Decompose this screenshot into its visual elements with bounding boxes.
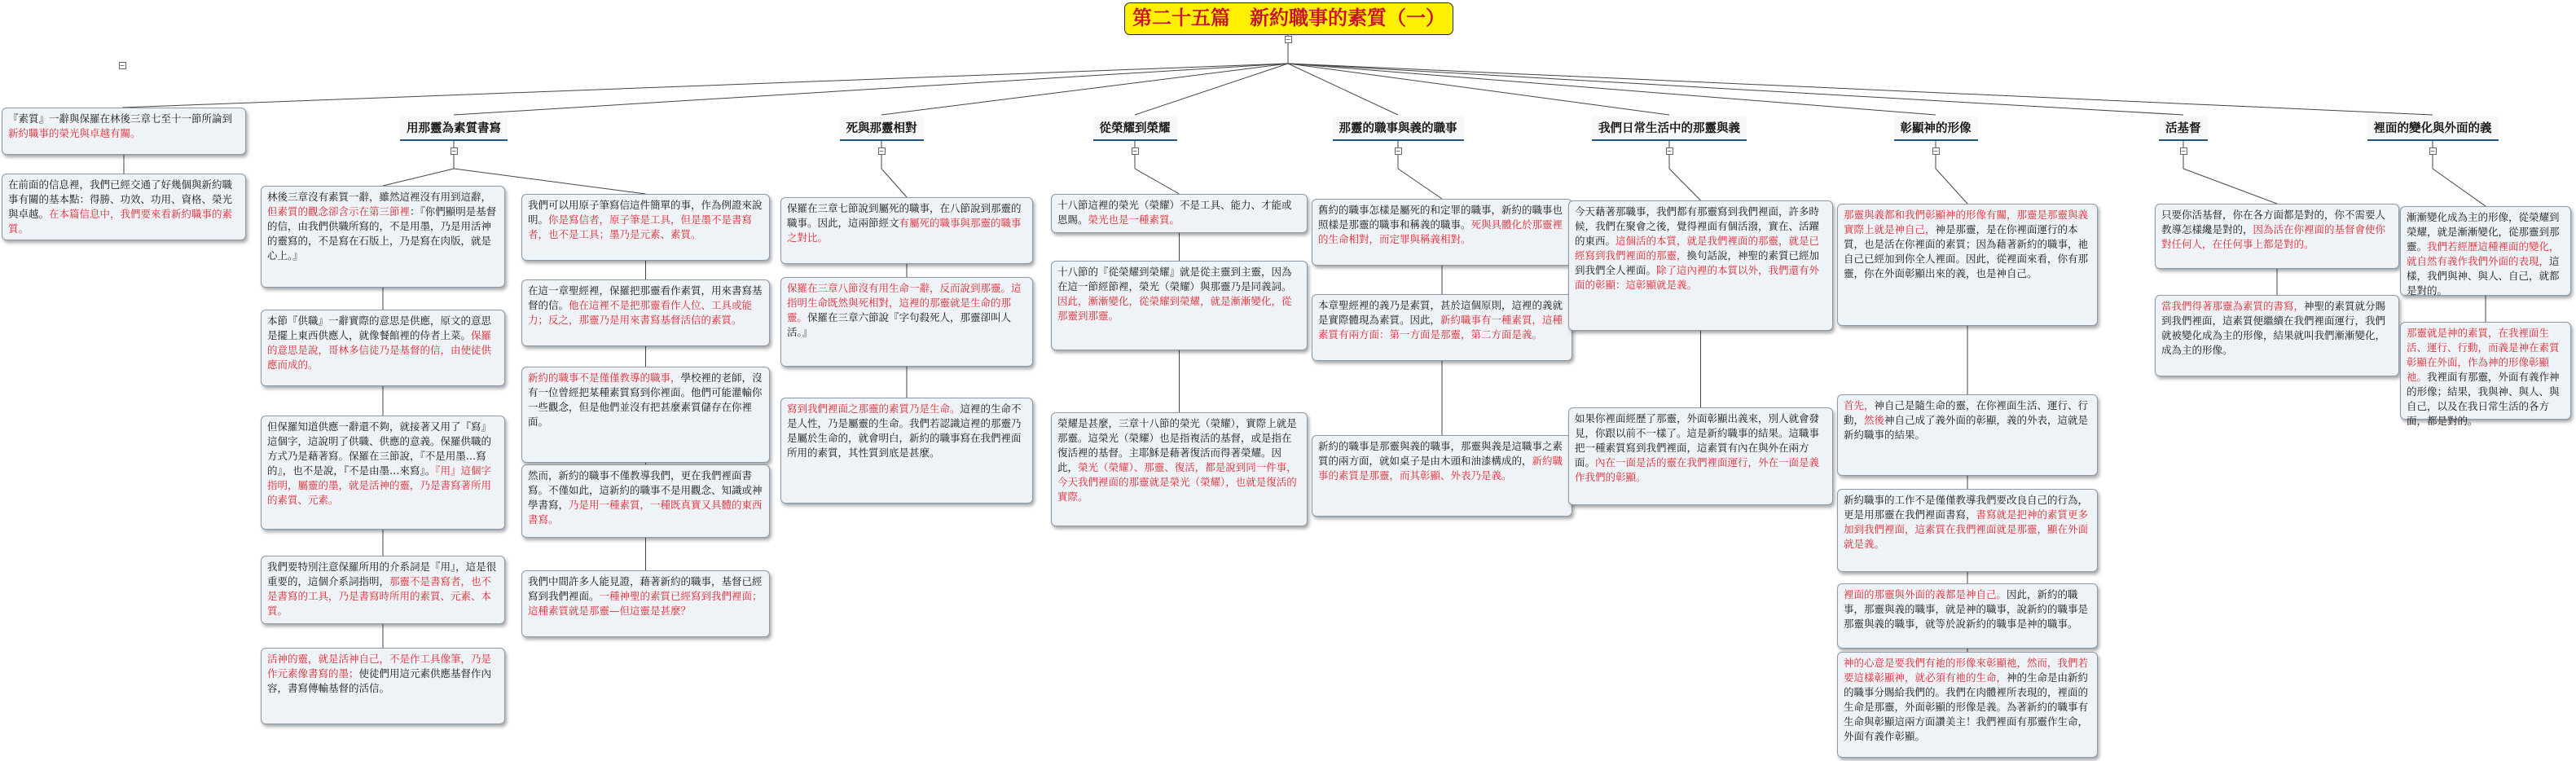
topic-node[interactable] [1837,652,2098,758]
branch-topic[interactable] [1894,116,1978,139]
highlighted-text: 因此，漸漸變化，從榮耀到榮耀，就是漸漸變化，從那靈到那靈。 [1057,295,1292,322]
branch-label: 活基督 [2165,121,2201,135]
highlighted-text: 內在一面是活的靈在我們裡面運行，外在一面是義作我們的彰顯。 [1575,456,1820,483]
collapse-toggle-icon[interactable]: − [2180,147,2187,155]
topic-node[interactable] [261,310,505,386]
body-text: 新約職事的工作不是僅僅教導我們要改良自己的行為，更是用那靈在我們裡面書寫， [1844,494,2089,521]
connector-line [1936,169,1967,204]
branch-topic[interactable] [2159,116,2208,139]
topic-node[interactable] [1312,199,1572,266]
topic-node[interactable] [2155,204,2399,269]
highlighted-text: 新約職事的榮光與卓越有關。 [8,127,141,139]
topic-node[interactable] [2155,295,2399,376]
branch-underline [1894,139,1978,141]
topic-node[interactable] [1051,412,1308,526]
branch-topic[interactable] [840,116,924,139]
highlighted-text: 在本篇信息中，我們要來看新約職事的素質。 [8,208,233,235]
topic-node[interactable] [261,416,505,530]
topic-node[interactable] [261,186,505,288]
body-text: 保羅在三章六節說『字句殺死人，那靈卻叫人活。』 [787,311,1012,338]
topic-node[interactable] [521,194,770,261]
topic-node[interactable] [1312,435,1572,517]
body-text: 本節『供職』一辭實際的意思是供應，原文的意思是擺上東西供應人，就像餐館裡的侍者上菜。 [267,315,492,341]
body-text: 今天藉著那職事，我們都有那靈寫到我們裡面，許多時候，我們在聚會之後，覺得裡面有個活潑，實在、活躍的東西。 [1575,205,1820,247]
collapse-toggle-icon[interactable]: − [2429,147,2436,155]
highlighted-text: 新約的職事不是僅僅教導的職事， [528,372,681,384]
highlighted-text: 因為活在你裡面的基督會使你對任何人，在任何事上都是對的。 [2161,223,2386,250]
collapse-toggle-icon[interactable]: − [1285,35,1291,43]
collapse-toggle-icon[interactable]: − [1666,147,1673,155]
connector-line [1288,64,2433,115]
branch-underline [1333,139,1464,141]
highlighted-text: 然後 [1864,414,1885,426]
topic-node[interactable] [261,556,505,624]
branch-label: 彰顯神的形像 [1900,121,1972,135]
branch-label: 裡面的變化與外面的義 [2373,121,2492,135]
collapse-toggle-icon[interactable]: − [119,61,125,69]
highlighted-text: 我們若經歷這種裡面的變化，就自然有義作我們外面的表現， [2407,240,2560,267]
highlighted-text: 乃是用一種素質，一種既真實又具體的東西書寫。 [528,499,763,526]
body-text: 我們中間許多人能見證，藉著新約的職事，基督已經寫到我們裡面。 [528,575,763,602]
branch-topic[interactable] [1093,116,1177,139]
topic-node[interactable] [1837,489,2098,572]
body-text: 如果你裡面經歷了那靈，外面彰顯出義來，別人就會發見，你跟以前不一樣了。這是新約職事的結果。這職事把一種素質寫到我們裡面，這素質有內在與外在兩方面。 [1575,412,1820,468]
topic-node[interactable] [1312,294,1572,361]
body-text: 舊約的職事怎樣是屬死的和定罪的職事，新約的職事也照樣是那靈的職事和稱義的職事。 [1318,204,1563,231]
body-text: 神自己是隨生命的靈，在你裡面生活、運行、行動， [1844,399,2089,426]
body-text: 神是那靈，是在你裡面運行的本質，也是活在你裡面的素質；因為藉著新約的職事，祂自己已經加到你全人裡面。因此，從裡面來看，你有那靈，你在外面彰顯出來的義，也是神自己。 [1844,223,2089,279]
body-text: 神的生命是由新約的職事分賜給我們的。我們在肉體裡所表現的，裡面的生命是那靈，外面彰顯的形像是義。為著新約的職事有生命與彰顯這兩方面讚美主！我們裡面有那靈作生命，外面有義作彰顯。 [1844,671,2089,742]
body-text: 漸漸變化成為主的形像，從榮耀到榮耀，就是漸漸變化，從那靈到那靈。 [2407,211,2560,253]
branch-topic[interactable] [400,116,508,139]
body-text: 林後三章沒有素質一辭，雖然這裡沒有用到這辭， [267,191,492,203]
highlighted-text: 裡面的那靈與外面的義都是神自己。 [1844,588,2007,600]
body-text: 神自己成了義外面的彰顯，義的外表，這就是新約職事的結果。 [1844,414,2089,441]
body-text: ：『你們顯明是基督的信，由我們供職所寫的，不是用墨，乃是用活神的靈寫的，不是寫在石版上，乃是寫在肉版，就是心上。』 [267,205,497,262]
branch-underline [400,139,508,141]
highlighted-text: 首先， [1844,399,1875,411]
topic-node[interactable] [1568,407,1833,505]
body-text: 本章聖經裡的義乃是素質，甚於這個原則，這裡的義就是實際體現為素質。因此， [1318,299,1563,326]
topic-node[interactable] [521,464,770,538]
body-text: 學校裡的老師，沒有一位曾經把某種素質寫到你裡面。他們可能灌輸你一些觀念，但是他們並沒有把甚麼素質儲存在你裡面。 [528,372,763,428]
body-text: 『素質』一辭與保羅在林後三章七至十一節所論到 [8,112,233,125]
branch-underline [1093,139,1177,141]
body-text: 新約的職事是那靈與義的職事，那靈與義是這職事之素質的兩方面，就如桌子是由木頭和油漆構成的， [1318,440,1563,467]
branch-label: 從榮耀到榮耀 [1099,121,1171,135]
body-text: 因此，新約的職事，那靈與義的職事，就是神的職事，說新約的職事是那靈與義的職事，就等於說新約的職事是神的職事。 [1844,588,2089,630]
highlighted-text: 當我們得著那靈為素質的書寫， [2161,300,2305,312]
body-text: 使徒們用這元素供應基督作內容，書寫傳輸基督的活信。 [267,667,492,694]
highlighted-text: 神的心意是要我們有祂的形像來彰顯祂，然而，我們若要這樣彰顯神，就必須有祂的生命， [1844,657,2089,684]
body-text: 我們要特別注意保羅所用的介系詞是『用』，這是很重要的，這個介系詞指明， [267,561,497,587]
body-text: 在這一章聖經裡，保羅把那靈看作素質，用來書寫基督的信。 [528,284,763,311]
body-text: 在前面的信息裡，我們已經交通了好幾個與新約職事有關的基本點：得勝、功效、功用、資格、榮光與卓越。 [8,178,233,220]
body-text: 我們可以用原子筆寫信這件簡單的事，作為例證來說明。 [528,199,763,226]
topic-node[interactable] [780,398,1033,504]
connector-line [1669,169,1701,200]
connector-line [881,169,907,197]
highlighted-text: 這個活的本質，就是我們裡面的那靈，就是已經寫到我們裡面的那靈， [1575,235,1820,262]
body-text: 十八節的『從榮耀到榮耀』就是從主靈到主靈，因為在這一節經節裡，榮光（榮耀）與那靈乃是同義詞。 [1057,266,1292,293]
connector-line [1135,169,1180,194]
topic-node[interactable] [2400,322,2571,427]
highlighted-text: 寫到我們裡面之那靈的素質乃是生命。 [787,402,961,415]
body-text: 然而，新約的職事不僅教導我們，更在我們裡面書寫。不僅如此，這新約的職事不是用觀念、知識或神學書寫， [528,469,763,511]
body-text: 這樣，我們與神、與人、自己，就都是對的。 [2407,255,2560,297]
topic-node[interactable] [2,174,246,240]
map-title: 第二十五篇 新約職事的素質（一） [1124,2,1453,35]
highlighted-text: 有屬死的職事與那靈的職事之對比。 [787,217,1022,244]
topic-node[interactable] [1051,194,1308,233]
topic-node[interactable] [2400,206,2571,296]
highlighted-text: 新約職事有一種素質，這種素質有兩方面：第一方面是那靈，第二方面是義。 [1318,314,1563,341]
highlighted-text: 除了這內裡的本質以外，我們還有外面的彰顯：這彰顯就是義。 [1575,264,1820,291]
body-text: 我裡面有那靈，外面有義作神的形像；結果，我與神、與人、與自己，以及在我日常生活的各方面，都是對的。 [2407,371,2560,427]
body-text: 這裡的生命不是人性，乃是屬靈的生命。我們若認識這裡的那靈乃是屬於生命的，就會明白，新約的職事寫在我們裡面所用的素質，其性質到底是甚麼。 [787,402,1022,459]
highlighted-text: 那靈就是神的素質，在我裡面生活、運行、行動，而義是神在素質彰顯在外面，作為神的形像彰顯祂。 [2407,327,2560,383]
body-text: 榮耀是甚麼，三章十八節的榮光（榮耀），實際上就是那靈。這榮光（榮耀）也是指複活的基督，或是指在復活裡的基督。主耶穌是藉著復活而得著榮耀。因此， [1057,417,1297,473]
highlighted-text: 保羅的意思是說，哥林多信徒乃是基督的信，由使徒供應而成的。 [267,329,492,371]
collapse-toggle-icon[interactable]: − [451,147,457,155]
body-text: 換句話說，神聖的素質已經加到我們全人裡面。 [1575,249,1820,276]
branch-label: 死與那靈相對 [846,121,917,135]
branch-label: 用那靈為素質書寫 [407,121,501,135]
branch-underline [2159,139,2208,141]
highlighted-text: 那靈不是書寫者，也不是書寫的工具，乃是書寫時所用的素質、元素、本質。 [267,575,492,617]
topic-node[interactable] [521,570,770,637]
branch-topic[interactable] [1333,116,1464,139]
highlighted-text: 『用』這個字指明，屬靈的墨，就是活神的靈，乃是書寫著所用的素質、元素。 [267,464,492,506]
highlighted-text: 那靈與義都和我們彰顯神的形像有關，那靈是那靈與義實際上就是神自己， [1844,209,2089,235]
topic-node[interactable] [521,367,770,463]
highlighted-text: 榮光（榮耀）、那靈、復活，都是說到同一件事，今天我們裡面的那靈就是榮光（榮耀），也就是復活的實際。 [1057,461,1297,503]
highlighted-text: 死與具體化於那靈裡的生命相對，而定罪與稱義相對。 [1318,218,1563,245]
connector-line [1398,169,1442,199]
connector-line [2183,169,2277,204]
connector-line [1288,64,2183,115]
highlighted-text: 但素質的觀念卻含示在第三節裡 [267,205,411,218]
connector-line [2433,169,2486,206]
highlighted-text: 活神的靈，就是活神自己，不是作工具像筆，乃是作元素像書寫的墨； [267,653,492,680]
highlighted-text: 你是寫信者，原子筆是工具，但是墨不是書寫者，也不是工具；墨乃是元素、素質。 [528,213,753,240]
branch-topic[interactable] [1592,116,1747,139]
highlighted-text: 榮光也是一種素質。 [1088,213,1180,226]
body-text: 但保羅知道供應一辭還不夠，就接著又用了『寫』這個字，這說明了供職、供應的意義。保羅供職的方式乃是藉著寫。保羅在三節說，『不是用墨…寫的』，也不是說，『不是由墨…來寫』。 [267,420,492,477]
topic-node[interactable] [2,108,246,155]
topic-node[interactable] [780,197,1033,264]
collapse-toggle-icon[interactable]: − [878,147,885,155]
highlighted-text: 一種神聖的素質已經寫到我們裡面；這種素質就是那靈—但這靈是甚麼？ [528,590,763,617]
topic-node[interactable] [1568,200,1833,331]
branch-label: 那靈的職事與義的職事 [1339,121,1457,135]
branch-underline [840,139,924,141]
branch-underline [2367,139,2499,141]
connector-line [383,169,454,186]
connector-line [454,64,1288,115]
collapse-toggle-icon[interactable]: − [1132,147,1138,155]
body-text: 只要你活基督，你在各方面都是對的，你不需要人教導怎樣纔是對的， [2161,209,2386,235]
topic-node[interactable] [1837,583,2098,649]
highlighted-text: 他在這裡不是把那靈看作人位、工具或能力；反之，那靈乃是用來書寫基督活信的素質。 [528,299,753,326]
body-text: 十八節這裡的榮光（榮耀）不是工具、能力、才能或恩賜。 [1057,199,1292,226]
topic-node[interactable] [261,648,505,724]
collapse-toggle-icon[interactable]: − [1932,147,1939,155]
highlighted-text: 新約職事的素質是那靈，而其彰顯、外表乃是義。 [1318,455,1563,482]
topic-node[interactable] [780,277,1033,367]
topic-node[interactable] [521,279,770,346]
branch-topic[interactable] [2367,116,2499,139]
topic-node[interactable] [1051,261,1308,350]
body-text: 保羅在三章七節說到屬死的職事，在八節說到那靈的職事。因此，這兩節經文 [787,202,1022,229]
branch-label: 我們日常生活中的那靈與義 [1598,121,1740,135]
topic-node[interactable] [1837,394,2098,476]
branch-underline [1592,139,1747,141]
body-text: 神聖的素質就分賜到我們裡面，這素質便繼續在我們裡面運行，我們就被變化成為主的形像，結果就叫我們漸漸變化，成為主的形像。 [2161,300,2386,356]
highlighted-text: 保羅在三章八節沒有用生命一辭，反而說到那靈。這指明生命既然與死相對，這裡的那靈就是生命的那靈。 [787,282,1022,323]
topic-node[interactable] [1837,204,2098,326]
collapse-toggle-icon[interactable]: − [1395,147,1401,155]
highlighted-text: 書寫就是把神的素質更多加到我們裡面，這素質在我們裡面就是那靈，顯在外面就是義。 [1844,508,2089,550]
